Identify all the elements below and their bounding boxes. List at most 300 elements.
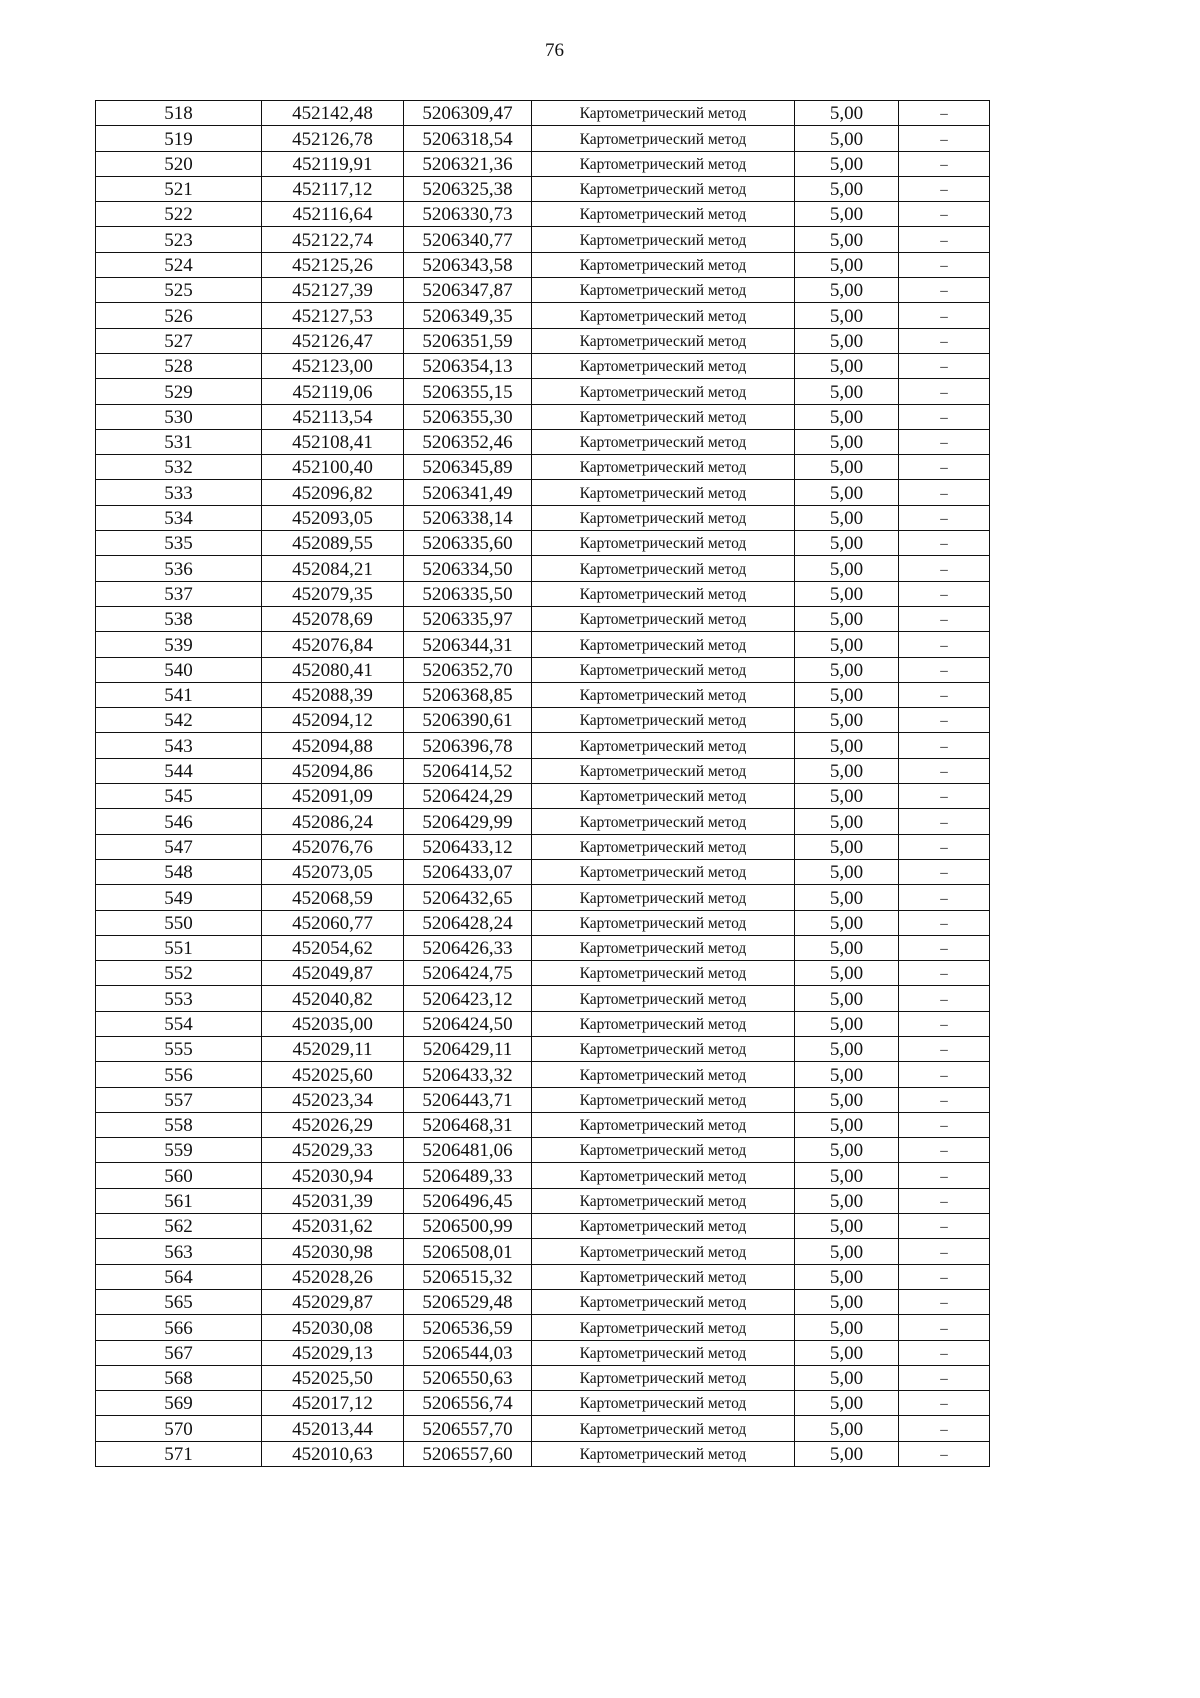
- accuracy-cell: 5,00: [795, 379, 899, 404]
- x-coordinate-cell: 452088,39: [262, 682, 404, 707]
- y-coordinate-cell: 5206321,36: [404, 151, 532, 176]
- x-coordinate-cell: 452126,78: [262, 126, 404, 151]
- y-coordinate-cell: 5206355,30: [404, 404, 532, 429]
- point-number-cell: 557: [96, 1087, 262, 1112]
- point-number-cell: 566: [96, 1315, 262, 1340]
- table-row: [96, 278, 990, 303]
- point-number-cell: 539: [96, 632, 262, 657]
- accuracy-cell: 5,00: [795, 126, 899, 151]
- x-coordinate-cell: 452028,26: [262, 1264, 404, 1289]
- table-row: [96, 986, 990, 1011]
- note-cell: –: [899, 1112, 990, 1137]
- method-cell: Картометрический метод: [532, 480, 795, 505]
- point-number-cell: 548: [96, 859, 262, 884]
- x-coordinate-cell: 452031,39: [262, 1188, 404, 1213]
- point-number-cell: 526: [96, 303, 262, 328]
- note-cell: –: [899, 1315, 990, 1340]
- y-coordinate-cell: 5206429,11: [404, 1036, 532, 1061]
- x-coordinate-cell: 452123,00: [262, 353, 404, 378]
- y-coordinate-cell: 5206496,45: [404, 1188, 532, 1213]
- method-cell: Картометрический метод: [532, 657, 795, 682]
- note-cell: –: [899, 328, 990, 353]
- point-number-cell: 555: [96, 1036, 262, 1061]
- table-row: [96, 455, 990, 480]
- method-cell: Картометрический метод: [532, 1391, 795, 1416]
- note-cell: –: [899, 1441, 990, 1466]
- coordinates-table: [95, 100, 990, 1467]
- table-row: [96, 606, 990, 631]
- y-coordinate-cell: 5206433,32: [404, 1062, 532, 1087]
- table-row: [96, 252, 990, 277]
- y-coordinate-cell: 5206338,14: [404, 505, 532, 530]
- note-cell: –: [899, 126, 990, 151]
- note-cell: –: [899, 632, 990, 657]
- table-row: [96, 353, 990, 378]
- x-coordinate-cell: 452084,21: [262, 556, 404, 581]
- method-cell: Картометрический метод: [532, 151, 795, 176]
- table-row: [96, 480, 990, 505]
- y-coordinate-cell: 5206550,63: [404, 1365, 532, 1390]
- y-coordinate-cell: 5206351,59: [404, 328, 532, 353]
- x-coordinate-cell: 452100,40: [262, 455, 404, 480]
- method-cell: Картометрический метод: [532, 455, 795, 480]
- point-number-cell: 535: [96, 531, 262, 556]
- point-number-cell: 537: [96, 581, 262, 606]
- point-number-cell: 527: [96, 328, 262, 353]
- note-cell: –: [899, 1340, 990, 1365]
- y-coordinate-cell: 5206536,59: [404, 1315, 532, 1340]
- accuracy-cell: 5,00: [795, 1365, 899, 1390]
- method-cell: Картометрический метод: [532, 328, 795, 353]
- table-row: [96, 784, 990, 809]
- note-cell: –: [899, 404, 990, 429]
- accuracy-cell: 5,00: [795, 101, 899, 126]
- note-cell: –: [899, 809, 990, 834]
- x-coordinate-cell: 452119,91: [262, 151, 404, 176]
- note-cell: –: [899, 278, 990, 303]
- y-coordinate-cell: 5206330,73: [404, 202, 532, 227]
- y-coordinate-cell: 5206443,71: [404, 1087, 532, 1112]
- table-row: [96, 910, 990, 935]
- note-cell: –: [899, 784, 990, 809]
- y-coordinate-cell: 5206481,06: [404, 1138, 532, 1163]
- point-number-cell: 562: [96, 1214, 262, 1239]
- y-coordinate-cell: 5206557,60: [404, 1441, 532, 1466]
- note-cell: –: [899, 202, 990, 227]
- note-cell: –: [899, 1365, 990, 1390]
- y-coordinate-cell: 5206325,38: [404, 176, 532, 201]
- table-row: [96, 429, 990, 454]
- x-coordinate-cell: 452091,09: [262, 784, 404, 809]
- point-number-cell: 541: [96, 682, 262, 707]
- accuracy-cell: 5,00: [795, 429, 899, 454]
- accuracy-cell: 5,00: [795, 480, 899, 505]
- x-coordinate-cell: 452108,41: [262, 429, 404, 454]
- x-coordinate-cell: 452025,50: [262, 1365, 404, 1390]
- accuracy-cell: 5,00: [795, 986, 899, 1011]
- note-cell: –: [899, 1239, 990, 1264]
- x-coordinate-cell: 452127,53: [262, 303, 404, 328]
- table-row: [96, 328, 990, 353]
- y-coordinate-cell: 5206390,61: [404, 708, 532, 733]
- method-cell: Картометрический метод: [532, 1214, 795, 1239]
- y-coordinate-cell: 5206347,87: [404, 278, 532, 303]
- note-cell: –: [899, 1264, 990, 1289]
- y-coordinate-cell: 5206424,29: [404, 784, 532, 809]
- table-row: [96, 1340, 990, 1365]
- table-row: [96, 1391, 990, 1416]
- accuracy-cell: 5,00: [795, 252, 899, 277]
- x-coordinate-cell: 452086,24: [262, 809, 404, 834]
- accuracy-cell: 5,00: [795, 1163, 899, 1188]
- x-coordinate-cell: 452080,41: [262, 657, 404, 682]
- point-number-cell: 518: [96, 101, 262, 126]
- accuracy-cell: 5,00: [795, 455, 899, 480]
- note-cell: –: [899, 353, 990, 378]
- table-row: [96, 404, 990, 429]
- accuracy-cell: 5,00: [795, 910, 899, 935]
- x-coordinate-cell: 452026,29: [262, 1112, 404, 1137]
- y-coordinate-cell: 5206433,07: [404, 859, 532, 884]
- method-cell: Картометрический метод: [532, 1087, 795, 1112]
- note-cell: –: [899, 733, 990, 758]
- y-coordinate-cell: 5206429,99: [404, 809, 532, 834]
- point-number-cell: 544: [96, 758, 262, 783]
- point-number-cell: 528: [96, 353, 262, 378]
- note-cell: –: [899, 1036, 990, 1061]
- accuracy-cell: 5,00: [795, 632, 899, 657]
- accuracy-cell: 5,00: [795, 1214, 899, 1239]
- note-cell: –: [899, 429, 990, 454]
- table-row: [96, 632, 990, 657]
- table-row: [96, 303, 990, 328]
- method-cell: Картометрический метод: [532, 278, 795, 303]
- method-cell: Картометрический метод: [532, 556, 795, 581]
- x-coordinate-cell: 452029,33: [262, 1138, 404, 1163]
- method-cell: Картометрический метод: [532, 935, 795, 960]
- method-cell: Картометрический метод: [532, 1112, 795, 1137]
- method-cell: Картометрический метод: [532, 784, 795, 809]
- accuracy-cell: 5,00: [795, 834, 899, 859]
- accuracy-cell: 5,00: [795, 657, 899, 682]
- accuracy-cell: 5,00: [795, 961, 899, 986]
- point-number-cell: 546: [96, 809, 262, 834]
- table-row: [96, 1239, 990, 1264]
- table-row: [96, 1214, 990, 1239]
- x-coordinate-cell: 452031,62: [262, 1214, 404, 1239]
- table-row: [96, 1416, 990, 1441]
- accuracy-cell: 5,00: [795, 784, 899, 809]
- accuracy-cell: 5,00: [795, 1391, 899, 1416]
- accuracy-cell: 5,00: [795, 809, 899, 834]
- table-row: [96, 961, 990, 986]
- y-coordinate-cell: 5206544,03: [404, 1340, 532, 1365]
- table-row: [96, 809, 990, 834]
- x-coordinate-cell: 452013,44: [262, 1416, 404, 1441]
- point-number-cell: 551: [96, 935, 262, 960]
- point-number-cell: 565: [96, 1289, 262, 1314]
- method-cell: Картометрический метод: [532, 1416, 795, 1441]
- accuracy-cell: 5,00: [795, 505, 899, 530]
- x-coordinate-cell: 452076,76: [262, 834, 404, 859]
- accuracy-cell: 5,00: [795, 1036, 899, 1061]
- table-row: [96, 1011, 990, 1036]
- accuracy-cell: 5,00: [795, 1087, 899, 1112]
- table-row: [96, 1188, 990, 1213]
- note-cell: –: [899, 1062, 990, 1087]
- method-cell: Картометрический метод: [532, 682, 795, 707]
- method-cell: Картометрический метод: [532, 758, 795, 783]
- accuracy-cell: 5,00: [795, 606, 899, 631]
- point-number-cell: 520: [96, 151, 262, 176]
- point-number-cell: 533: [96, 480, 262, 505]
- method-cell: Картометрический метод: [532, 227, 795, 252]
- table-row: [96, 708, 990, 733]
- method-cell: Картометрический метод: [532, 176, 795, 201]
- accuracy-cell: 5,00: [795, 1441, 899, 1466]
- table-row: [96, 505, 990, 530]
- method-cell: Картометрический метод: [532, 505, 795, 530]
- table-row: [96, 1138, 990, 1163]
- x-coordinate-cell: 452029,13: [262, 1340, 404, 1365]
- y-coordinate-cell: 5206335,50: [404, 581, 532, 606]
- point-number-cell: 529: [96, 379, 262, 404]
- x-coordinate-cell: 452127,39: [262, 278, 404, 303]
- method-cell: Картометрический метод: [532, 1163, 795, 1188]
- method-cell: Картометрический метод: [532, 1264, 795, 1289]
- table-row: [96, 531, 990, 556]
- x-coordinate-cell: 452040,82: [262, 986, 404, 1011]
- table-row: [96, 1315, 990, 1340]
- y-coordinate-cell: 5206335,97: [404, 606, 532, 631]
- note-cell: –: [899, 1391, 990, 1416]
- point-number-cell: 530: [96, 404, 262, 429]
- x-coordinate-cell: 452093,05: [262, 505, 404, 530]
- accuracy-cell: 5,00: [795, 202, 899, 227]
- table-row: [96, 935, 990, 960]
- y-coordinate-cell: 5206428,24: [404, 910, 532, 935]
- table-row: [96, 227, 990, 252]
- note-cell: –: [899, 581, 990, 606]
- method-cell: Картометрический метод: [532, 101, 795, 126]
- method-cell: Картометрический метод: [532, 353, 795, 378]
- y-coordinate-cell: 5206318,54: [404, 126, 532, 151]
- point-number-cell: 564: [96, 1264, 262, 1289]
- point-number-cell: 543: [96, 733, 262, 758]
- table-row: [96, 758, 990, 783]
- x-coordinate-cell: 452142,48: [262, 101, 404, 126]
- x-coordinate-cell: 452116,64: [262, 202, 404, 227]
- accuracy-cell: 5,00: [795, 1340, 899, 1365]
- note-cell: –: [899, 1087, 990, 1112]
- accuracy-cell: 5,00: [795, 708, 899, 733]
- x-coordinate-cell: 452119,06: [262, 379, 404, 404]
- y-coordinate-cell: 5206423,12: [404, 986, 532, 1011]
- accuracy-cell: 5,00: [795, 859, 899, 884]
- y-coordinate-cell: 5206343,58: [404, 252, 532, 277]
- point-number-cell: 558: [96, 1112, 262, 1137]
- y-coordinate-cell: 5206433,12: [404, 834, 532, 859]
- accuracy-cell: 5,00: [795, 682, 899, 707]
- note-cell: –: [899, 151, 990, 176]
- note-cell: –: [899, 1163, 990, 1188]
- table-row: [96, 657, 990, 682]
- note-cell: –: [899, 708, 990, 733]
- table-row: [96, 1264, 990, 1289]
- note-cell: –: [899, 859, 990, 884]
- point-number-cell: 559: [96, 1138, 262, 1163]
- point-number-cell: 525: [96, 278, 262, 303]
- y-coordinate-cell: 5206556,74: [404, 1391, 532, 1416]
- note-cell: –: [899, 480, 990, 505]
- point-number-cell: 568: [96, 1365, 262, 1390]
- point-number-cell: 561: [96, 1188, 262, 1213]
- method-cell: Картометрический метод: [532, 581, 795, 606]
- x-coordinate-cell: 452079,35: [262, 581, 404, 606]
- y-coordinate-cell: 5206368,85: [404, 682, 532, 707]
- coordinates-table-body: [96, 101, 990, 1467]
- note-cell: –: [899, 961, 990, 986]
- table-row: [96, 556, 990, 581]
- accuracy-cell: 5,00: [795, 581, 899, 606]
- accuracy-cell: 5,00: [795, 1138, 899, 1163]
- accuracy-cell: 5,00: [795, 303, 899, 328]
- note-cell: –: [899, 606, 990, 631]
- table-row: [96, 733, 990, 758]
- table-row: [96, 126, 990, 151]
- point-number-cell: 540: [96, 657, 262, 682]
- x-coordinate-cell: 452030,98: [262, 1239, 404, 1264]
- method-cell: Картометрический метод: [532, 1011, 795, 1036]
- method-cell: Картометрический метод: [532, 404, 795, 429]
- note-cell: –: [899, 227, 990, 252]
- note-cell: –: [899, 986, 990, 1011]
- accuracy-cell: 5,00: [795, 1289, 899, 1314]
- table-row: [96, 581, 990, 606]
- table-row: [96, 682, 990, 707]
- accuracy-cell: 5,00: [795, 328, 899, 353]
- note-cell: –: [899, 1138, 990, 1163]
- method-cell: Картометрический метод: [532, 809, 795, 834]
- x-coordinate-cell: 452125,26: [262, 252, 404, 277]
- table-row: [96, 1365, 990, 1390]
- method-cell: Картометрический метод: [532, 1340, 795, 1365]
- x-coordinate-cell: 452089,55: [262, 531, 404, 556]
- point-number-cell: 556: [96, 1062, 262, 1087]
- accuracy-cell: 5,00: [795, 733, 899, 758]
- y-coordinate-cell: 5206341,49: [404, 480, 532, 505]
- y-coordinate-cell: 5206508,01: [404, 1239, 532, 1264]
- method-cell: Картометрический метод: [532, 1239, 795, 1264]
- y-coordinate-cell: 5206340,77: [404, 227, 532, 252]
- accuracy-cell: 5,00: [795, 531, 899, 556]
- method-cell: Картометрический метод: [532, 1315, 795, 1340]
- table-row: [96, 176, 990, 201]
- y-coordinate-cell: 5206424,50: [404, 1011, 532, 1036]
- x-coordinate-cell: 452122,74: [262, 227, 404, 252]
- note-cell: –: [899, 1289, 990, 1314]
- accuracy-cell: 5,00: [795, 278, 899, 303]
- point-number-cell: 553: [96, 986, 262, 1011]
- point-number-cell: 563: [96, 1239, 262, 1264]
- page-number: 76: [545, 40, 564, 61]
- y-coordinate-cell: 5206349,35: [404, 303, 532, 328]
- table-row: [96, 101, 990, 126]
- y-coordinate-cell: 5206414,52: [404, 758, 532, 783]
- x-coordinate-cell: 452029,87: [262, 1289, 404, 1314]
- method-cell: Картометрический метод: [532, 1289, 795, 1314]
- table-row: [96, 1062, 990, 1087]
- point-number-cell: 519: [96, 126, 262, 151]
- point-number-cell: 542: [96, 708, 262, 733]
- note-cell: –: [899, 657, 990, 682]
- method-cell: Картометрический метод: [532, 531, 795, 556]
- table-row: [96, 1289, 990, 1314]
- x-coordinate-cell: 452126,47: [262, 328, 404, 353]
- note-cell: –: [899, 252, 990, 277]
- x-coordinate-cell: 452094,88: [262, 733, 404, 758]
- y-coordinate-cell: 5206489,33: [404, 1163, 532, 1188]
- y-coordinate-cell: 5206426,33: [404, 935, 532, 960]
- point-number-cell: 523: [96, 227, 262, 252]
- method-cell: Картометрический метод: [532, 1188, 795, 1213]
- x-coordinate-cell: 452025,60: [262, 1062, 404, 1087]
- x-coordinate-cell: 452117,12: [262, 176, 404, 201]
- x-coordinate-cell: 452010,63: [262, 1441, 404, 1466]
- point-number-cell: 534: [96, 505, 262, 530]
- y-coordinate-cell: 5206557,70: [404, 1416, 532, 1441]
- method-cell: Картометрический метод: [532, 986, 795, 1011]
- y-coordinate-cell: 5206424,75: [404, 961, 532, 986]
- method-cell: Картометрический метод: [532, 1138, 795, 1163]
- x-coordinate-cell: 452068,59: [262, 885, 404, 910]
- method-cell: Картометрический метод: [532, 961, 795, 986]
- y-coordinate-cell: 5206334,50: [404, 556, 532, 581]
- point-number-cell: 547: [96, 834, 262, 859]
- note-cell: –: [899, 505, 990, 530]
- x-coordinate-cell: 452029,11: [262, 1036, 404, 1061]
- note-cell: –: [899, 1011, 990, 1036]
- point-number-cell: 560: [96, 1163, 262, 1188]
- table-row: [96, 1036, 990, 1061]
- method-cell: Картометрический метод: [532, 379, 795, 404]
- y-coordinate-cell: 5206500,99: [404, 1214, 532, 1239]
- note-cell: –: [899, 531, 990, 556]
- accuracy-cell: 5,00: [795, 1112, 899, 1137]
- x-coordinate-cell: 452073,05: [262, 859, 404, 884]
- method-cell: Картометрический метод: [532, 202, 795, 227]
- method-cell: Картометрический метод: [532, 252, 795, 277]
- point-number-cell: 550: [96, 910, 262, 935]
- y-coordinate-cell: 5206335,60: [404, 531, 532, 556]
- y-coordinate-cell: 5206352,46: [404, 429, 532, 454]
- note-cell: –: [899, 885, 990, 910]
- point-number-cell: 570: [96, 1416, 262, 1441]
- table-row: [96, 151, 990, 176]
- x-coordinate-cell: 452023,34: [262, 1087, 404, 1112]
- note-cell: –: [899, 556, 990, 581]
- table-row: [96, 1163, 990, 1188]
- y-coordinate-cell: 5206355,15: [404, 379, 532, 404]
- point-number-cell: 524: [96, 252, 262, 277]
- note-cell: –: [899, 455, 990, 480]
- x-coordinate-cell: 452096,82: [262, 480, 404, 505]
- table-row: [96, 1441, 990, 1466]
- method-cell: Картометрический метод: [532, 632, 795, 657]
- x-coordinate-cell: 452078,69: [262, 606, 404, 631]
- table-row: [96, 379, 990, 404]
- x-coordinate-cell: 452076,84: [262, 632, 404, 657]
